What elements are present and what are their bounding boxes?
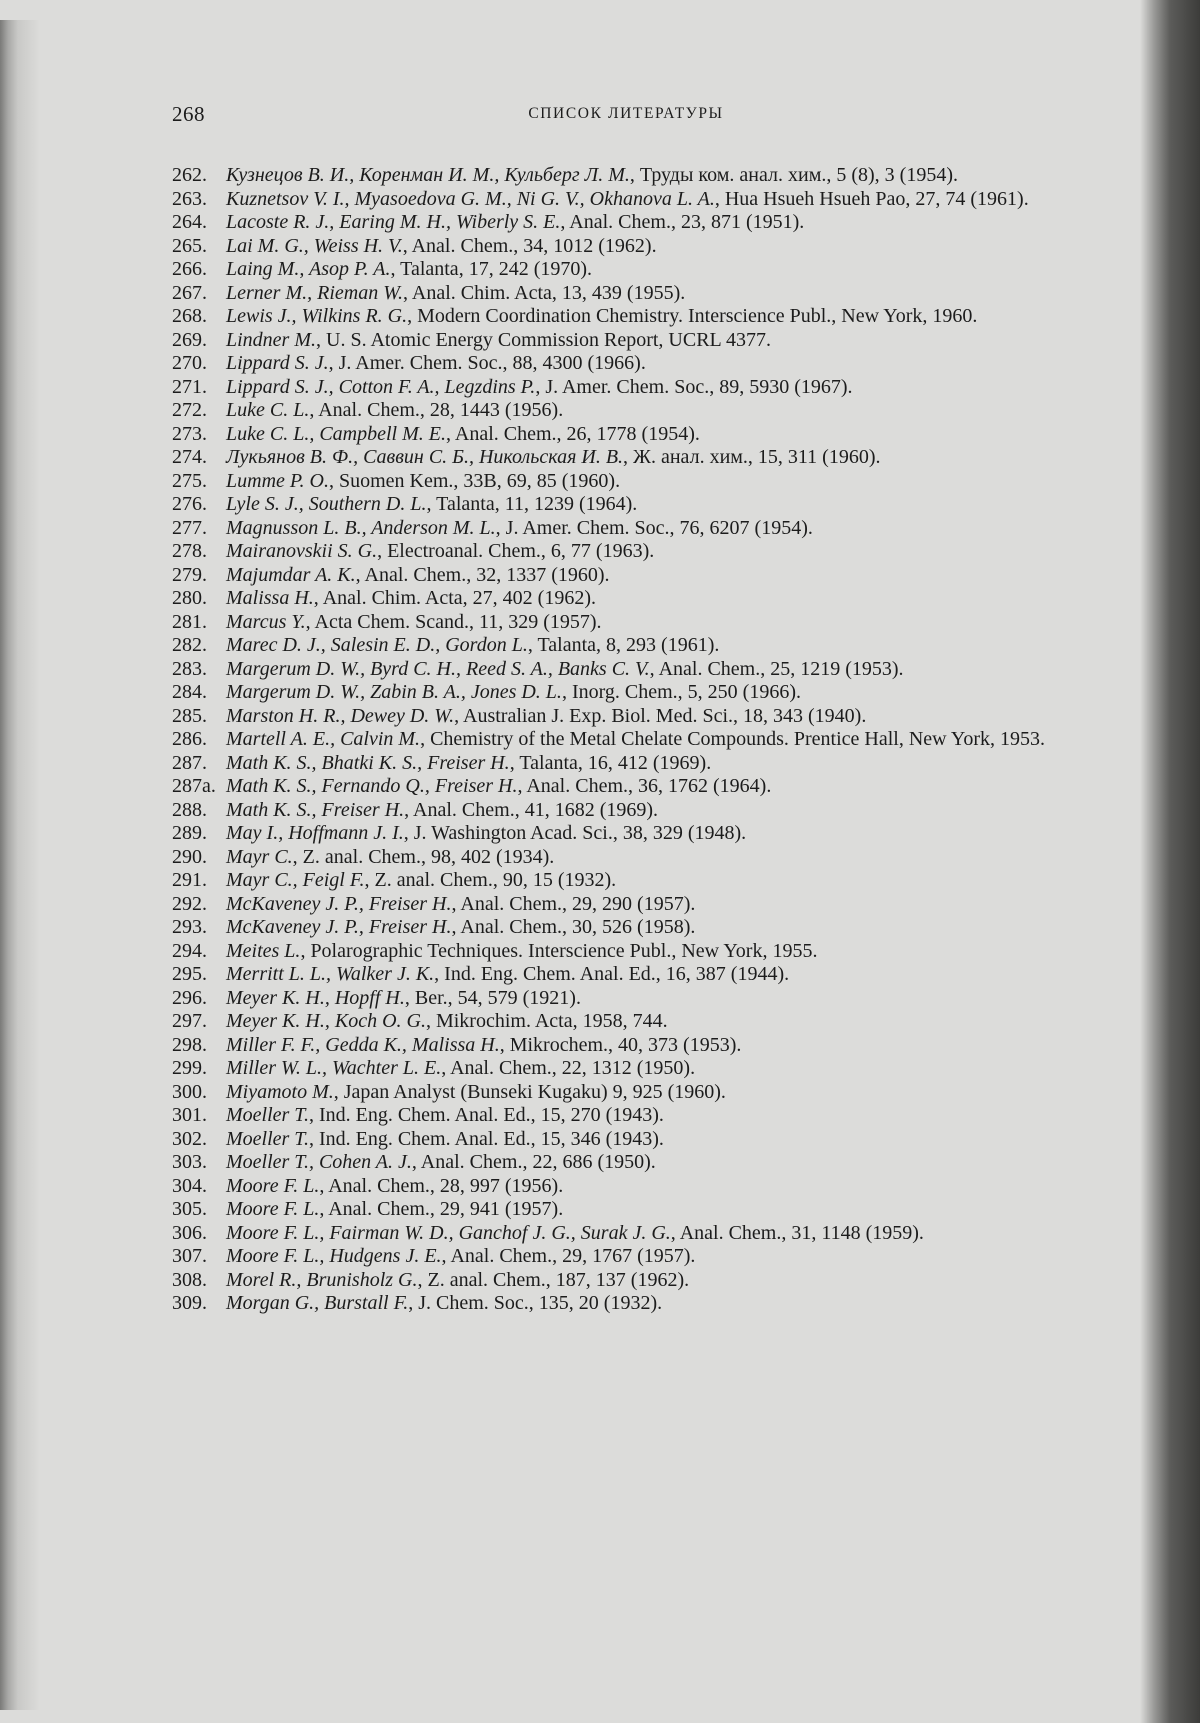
reference-number: 309.	[172, 1292, 207, 1314]
reference-source: , Talanta, 8, 293 (1961).	[527, 634, 720, 656]
reference-source: , Anal. Chem., 25, 1219 (1953).	[649, 657, 904, 680]
reference-number: 285.	[172, 704, 207, 727]
reference-entry	[172, 893, 1080, 917]
reference-number: 297.	[172, 1010, 207, 1032]
reference-number: 283.	[172, 657, 207, 680]
reference-entry	[172, 1034, 1080, 1058]
reference-authors: Malissa H.	[226, 587, 314, 609]
reference-number: 273.	[172, 422, 207, 445]
reference-entry	[172, 164, 1080, 188]
reference-number: 293.	[172, 916, 207, 938]
reference-number: 299.	[172, 1057, 207, 1079]
reference-number: 270.	[172, 352, 207, 374]
reference-source: , J. Amer. Chem. Soc., 88, 4300 (1966).	[328, 352, 646, 374]
reference-number: 301.	[172, 1104, 207, 1126]
reference-entry	[172, 1151, 1080, 1175]
reference-number: 267.	[172, 281, 207, 304]
reference-authors: Marcus Y.	[226, 610, 306, 633]
reference-entry	[172, 869, 1080, 893]
reference-entry	[172, 916, 1080, 940]
reference-source: , J. Chem. Soc., 135, 20 (1932).	[408, 1292, 663, 1314]
page-number: 268	[172, 102, 205, 126]
reference-authors: Math K. S., Fernando Q., Freiser H.	[226, 775, 518, 797]
reference-authors: Kuznetsov V. I., Myasoedova G. M., Ni G. V., Okhanova L. A.	[226, 187, 715, 210]
reference-source: , Mikrochim. Acta, 1958, 744.	[425, 1010, 668, 1032]
reference-number: 277.	[172, 516, 207, 539]
reference-entry	[172, 423, 1080, 447]
reference-authors: Luke C. L.	[226, 399, 310, 421]
reference-entry	[172, 1081, 1080, 1105]
reference-entry	[172, 775, 1080, 799]
reference-number: 272.	[172, 399, 207, 421]
reference-entry	[172, 940, 1080, 964]
reference-source: , Anal. Chem., 29, 941 (1957).	[319, 1198, 564, 1220]
reference-authors: Morel R., Brunisholz G.	[226, 1268, 418, 1291]
reference-source: , Anal. Chem., 34, 1012 (1962).	[402, 234, 657, 257]
reference-number: 292.	[172, 892, 207, 915]
reference-entry	[172, 1245, 1080, 1269]
reference-source: , Anal. Chim. Acta, 27, 402 (1962).	[313, 587, 596, 609]
reference-number: 276.	[172, 493, 207, 515]
reference-authors: Marec D. J., Salesin E. D., Gordon L.	[226, 634, 528, 656]
reference-entry	[172, 188, 1080, 212]
reference-authors: Lerner M., Rieman W.	[226, 281, 404, 304]
reference-authors: Lindner M.	[226, 328, 316, 351]
reference-authors: Mayr C., Feigl F.	[226, 869, 365, 891]
reference-number: 263.	[172, 187, 207, 210]
reference-authors: Magnusson L. B., Anderson M. L.	[226, 516, 496, 539]
reference-authors: Moore F. L., Fairman W. D., Ganchof J. G., Surak J. G.	[226, 1221, 671, 1244]
reference-authors: Margerum D. W., Byrd C. H., Reed S. A., Banks C. V.	[226, 657, 650, 680]
reference-authors: Moore F. L.	[226, 1198, 320, 1220]
book-page	[172, 0, 1080, 1723]
reference-source: , Anal. Chem., 29, 1767 (1957).	[441, 1245, 696, 1267]
reference-number: 287a.	[172, 775, 216, 797]
reference-authors: Meyer K. H., Koch O. G.	[226, 1010, 426, 1032]
reference-source: , Electroanal. Chem., 6, 77 (1963).	[377, 540, 655, 562]
reference-entry	[172, 258, 1080, 282]
reference-source: , Talanta, 16, 412 (1969).	[509, 751, 712, 774]
reference-number: 271.	[172, 375, 207, 398]
reference-authors: Moore F. L., Hudgens J. E.	[226, 1245, 442, 1267]
reference-list	[172, 164, 1080, 1316]
reference-number: 281.	[172, 610, 207, 633]
reference-number: 300.	[172, 1080, 207, 1103]
reference-authors: Lacoste R. J., Earing M. H., Wiberly S. E.	[226, 211, 561, 233]
reference-entry	[172, 305, 1080, 329]
reference-source: , Talanta, 11, 1239 (1964).	[426, 493, 638, 515]
reference-entry	[172, 634, 1080, 658]
reference-number: 269.	[172, 328, 207, 351]
reference-source: , Ind. Eng. Chem. Anal. Ed., 15, 270 (1943).	[308, 1104, 664, 1126]
binding-shadow-left	[0, 20, 40, 1710]
reference-source: , J. Amer. Chem. Soc., 76, 6207 (1954).	[495, 516, 813, 539]
reference-source: , Anal. Chem., 22, 1312 (1950).	[441, 1057, 696, 1079]
reference-source: , J. Amer. Chem. Soc., 89, 5930 (1967).	[535, 375, 853, 398]
reference-entry	[172, 752, 1080, 776]
reference-authors: Math K. S., Bhatki K. S., Freiser H.	[226, 751, 510, 774]
reference-source: , Ind. Eng. Chem. Anal. Ed., 16, 387 (1944).	[434, 963, 790, 985]
reference-source: , Anal. Chem., 26, 1778 (1954).	[446, 422, 700, 445]
reference-authors: Moeller T., Cohen A. J.	[226, 1151, 412, 1173]
reference-source: , Suomen Kem., 33B, 69, 85 (1960).	[328, 469, 621, 492]
reference-source: , Anal. Chem., 28, 997 (1956).	[319, 1174, 564, 1197]
reference-source: , Ж. анал. хим., 15, 311 (1960).	[623, 446, 881, 468]
reference-number: 274.	[172, 446, 207, 468]
reference-number: 307.	[172, 1245, 207, 1267]
reference-number: 266.	[172, 258, 207, 280]
reference-number: 275.	[172, 469, 207, 492]
reference-entry	[172, 1010, 1080, 1034]
reference-source: , J. Washington Acad. Sci., 38, 329 (1948).	[403, 822, 747, 844]
reference-number: 306.	[172, 1221, 207, 1244]
reference-source: , Inorg. Chem., 5, 250 (1966).	[561, 681, 801, 703]
section-title: СПИСОК ЛИТЕРАТУРЫ	[528, 105, 724, 122]
reference-authors: Miller W. L., Wachter L. E.	[226, 1057, 442, 1079]
reference-authors: Mairanovskii S. G.	[226, 540, 378, 562]
reference-source: , Acta Chem. Scand., 11, 329 (1957).	[305, 610, 602, 633]
reference-number: 265.	[172, 234, 207, 257]
reference-number: 295.	[172, 963, 207, 985]
reference-authors: Margerum D. W., Zabin B. A., Jones D. L.	[226, 681, 562, 703]
reference-entry	[172, 799, 1080, 823]
reference-authors: Luke C. L., Campbell M. E.	[226, 422, 446, 445]
reference-authors: Majumdar A. K.	[226, 563, 356, 586]
reference-number: 284.	[172, 681, 207, 703]
reference-number: 290.	[172, 845, 207, 868]
reference-entry	[172, 846, 1080, 870]
reference-authors: Martell A. E., Calvin M.	[226, 728, 421, 750]
reference-source: , Труды ком. анал. хим., 5 (8), 3 (1954).	[629, 164, 958, 186]
reference-source: , Z. anal. Chem., 187, 137 (1962).	[417, 1268, 690, 1291]
reference-entry	[172, 1198, 1080, 1222]
reference-number: 280.	[172, 587, 207, 609]
reference-entry	[172, 1104, 1080, 1128]
page-edge-shadow-right	[1140, 0, 1200, 1723]
reference-number: 286.	[172, 728, 207, 750]
reference-entry	[172, 211, 1080, 235]
reference-entry	[172, 517, 1080, 541]
reference-source: , Polarographic Techniques. Interscience Publ., New York, 1955.	[300, 939, 818, 962]
reference-entry	[172, 728, 1080, 752]
reference-authors: Morgan G., Burstall F.	[226, 1292, 409, 1314]
reference-entry	[172, 564, 1080, 588]
reference-number: 278.	[172, 540, 207, 562]
reference-number: 298.	[172, 1033, 207, 1056]
reference-source: , Japan Analyst (Bunseki Kugaku) 9, 925 (1960).	[333, 1080, 726, 1103]
reference-authors: Miyamoto M.	[226, 1080, 334, 1103]
running-head	[172, 102, 1080, 128]
reference-entry	[172, 658, 1080, 682]
reference-entry	[172, 470, 1080, 494]
reference-source: , Mikrochem., 40, 373 (1953).	[499, 1033, 742, 1056]
reference-authors: Lippard S. J., Cotton F. A., Legzdins P.	[226, 375, 536, 398]
reference-entry	[172, 681, 1080, 705]
reference-source: , U. S. Atomic Energy Commission Report, UCRL 4377.	[316, 328, 772, 351]
reference-entry	[172, 1057, 1080, 1081]
reference-source: , Hua Hsueh Hsueh Pao, 27, 74 (1961).	[714, 187, 1029, 210]
reference-entry	[172, 540, 1080, 564]
reference-authors: Meyer K. H., Hopff H.	[226, 986, 405, 1009]
reference-entry	[172, 1175, 1080, 1199]
reference-authors: Lippard S. J.	[226, 352, 329, 374]
reference-number: 262.	[172, 164, 207, 186]
reference-authors: Laing M., Asop P. A.	[226, 258, 391, 280]
reference-number: 305.	[172, 1198, 207, 1220]
reference-entry	[172, 446, 1080, 470]
reference-number: 303.	[172, 1151, 207, 1173]
reference-number: 287.	[172, 751, 207, 774]
reference-source: , Anal. Chem., 31, 1148 (1959).	[670, 1221, 924, 1244]
reference-authors: Moeller T.	[226, 1104, 309, 1126]
reference-source: , Anal. Chem., 28, 1443 (1956).	[309, 399, 564, 421]
reference-number: 304.	[172, 1174, 207, 1197]
reference-source: , Anal. Chem., 36, 1762 (1964).	[517, 775, 772, 797]
reference-source: , Anal. Chim. Acta, 13, 439 (1955).	[403, 281, 686, 304]
reference-authors: McKaveney J. P., Freiser H.	[226, 892, 452, 915]
reference-entry	[172, 493, 1080, 517]
reference-entry	[172, 1222, 1080, 1246]
reference-source: , Talanta, 17, 242 (1970).	[390, 258, 593, 280]
reference-entry	[172, 611, 1080, 635]
reference-authors: Mayr C.	[226, 845, 293, 868]
reference-authors: Moeller T.	[226, 1127, 309, 1150]
reference-authors: Merritt L. L., Walker J. K.	[226, 963, 435, 985]
reference-authors: Meites L.	[226, 939, 301, 962]
reference-entry	[172, 1269, 1080, 1293]
reference-source: , Anal. Chem., 23, 871 (1951).	[560, 211, 805, 233]
reference-source: , Modern Coordination Chemistry. Interscience Publ., New York, 1960.	[407, 305, 978, 327]
reference-number: 288.	[172, 798, 207, 821]
reference-number: 308.	[172, 1268, 207, 1291]
reference-number: 296.	[172, 986, 207, 1009]
reference-authors: Miller F. F., Gedda K., Malissa H.	[226, 1033, 500, 1056]
reference-source: , Anal. Chem., 30, 526 (1958).	[451, 916, 696, 938]
reference-number: 291.	[172, 869, 207, 891]
reference-authors: Lyle S. J., Southern D. L.	[226, 493, 427, 515]
reference-entry	[172, 1292, 1080, 1316]
reference-source: , Anal. Chem., 41, 1682 (1969).	[404, 798, 659, 821]
reference-entry	[172, 963, 1080, 987]
reference-entry	[172, 705, 1080, 729]
reference-authors: Кузнецов В. И., Коренман И. М., Кульберг Л. М.	[226, 164, 630, 186]
reference-entry	[172, 399, 1080, 423]
reference-entry	[172, 235, 1080, 259]
reference-source: , Ind. Eng. Chem. Anal. Ed., 15, 346 (1943).	[308, 1127, 664, 1150]
reference-authors: May I., Hoffmann J. I.	[226, 822, 404, 844]
reference-source: , Anal. Chem., 22, 686 (1950).	[411, 1151, 656, 1173]
reference-source: , Ber., 54, 579 (1921).	[404, 986, 581, 1009]
reference-number: 264.	[172, 211, 207, 233]
reference-authors: Marston H. R., Dewey D. W.	[226, 704, 455, 727]
reference-authors: Lewis J., Wilkins R. G.	[226, 305, 408, 327]
reference-authors: McKaveney J. P., Freiser H.	[226, 916, 452, 938]
reference-entry	[172, 376, 1080, 400]
reference-entry	[172, 282, 1080, 306]
reference-number: 282.	[172, 634, 207, 656]
reference-number: 302.	[172, 1127, 207, 1150]
reference-source: , Z. anal. Chem., 90, 15 (1932).	[364, 869, 617, 891]
reference-number: 268.	[172, 305, 207, 327]
reference-authors: Moore F. L.	[226, 1174, 320, 1197]
reference-entry	[172, 587, 1080, 611]
reference-entry	[172, 1128, 1080, 1152]
reference-source: , Australian J. Exp. Biol. Med. Sci., 18, 343 (1940).	[454, 704, 867, 727]
reference-number: 289.	[172, 822, 207, 844]
reference-number: 294.	[172, 939, 207, 962]
reference-entry	[172, 329, 1080, 353]
reference-entry	[172, 987, 1080, 1011]
reference-authors: Lai M. G., Weiss H. V.	[226, 234, 403, 257]
reference-authors: Lumme P. O.	[226, 469, 329, 492]
reference-source: , Z. anal. Chem., 98, 402 (1934).	[292, 845, 555, 868]
reference-authors: Лукьянов В. Ф., Саввин С. Б., Никольская И. В.	[226, 446, 624, 468]
reference-source: , Anal. Chem., 29, 290 (1957).	[451, 892, 696, 915]
reference-authors: Math K. S., Freiser H.	[226, 798, 405, 821]
reference-source: , Chemistry of the Metal Chelate Compounds. Prentice Hall, New York, 1953.	[420, 728, 1045, 750]
reference-source: , Anal. Chem., 32, 1337 (1960).	[355, 563, 610, 586]
reference-number: 279.	[172, 563, 207, 586]
reference-entry	[172, 822, 1080, 846]
reference-entry	[172, 352, 1080, 376]
